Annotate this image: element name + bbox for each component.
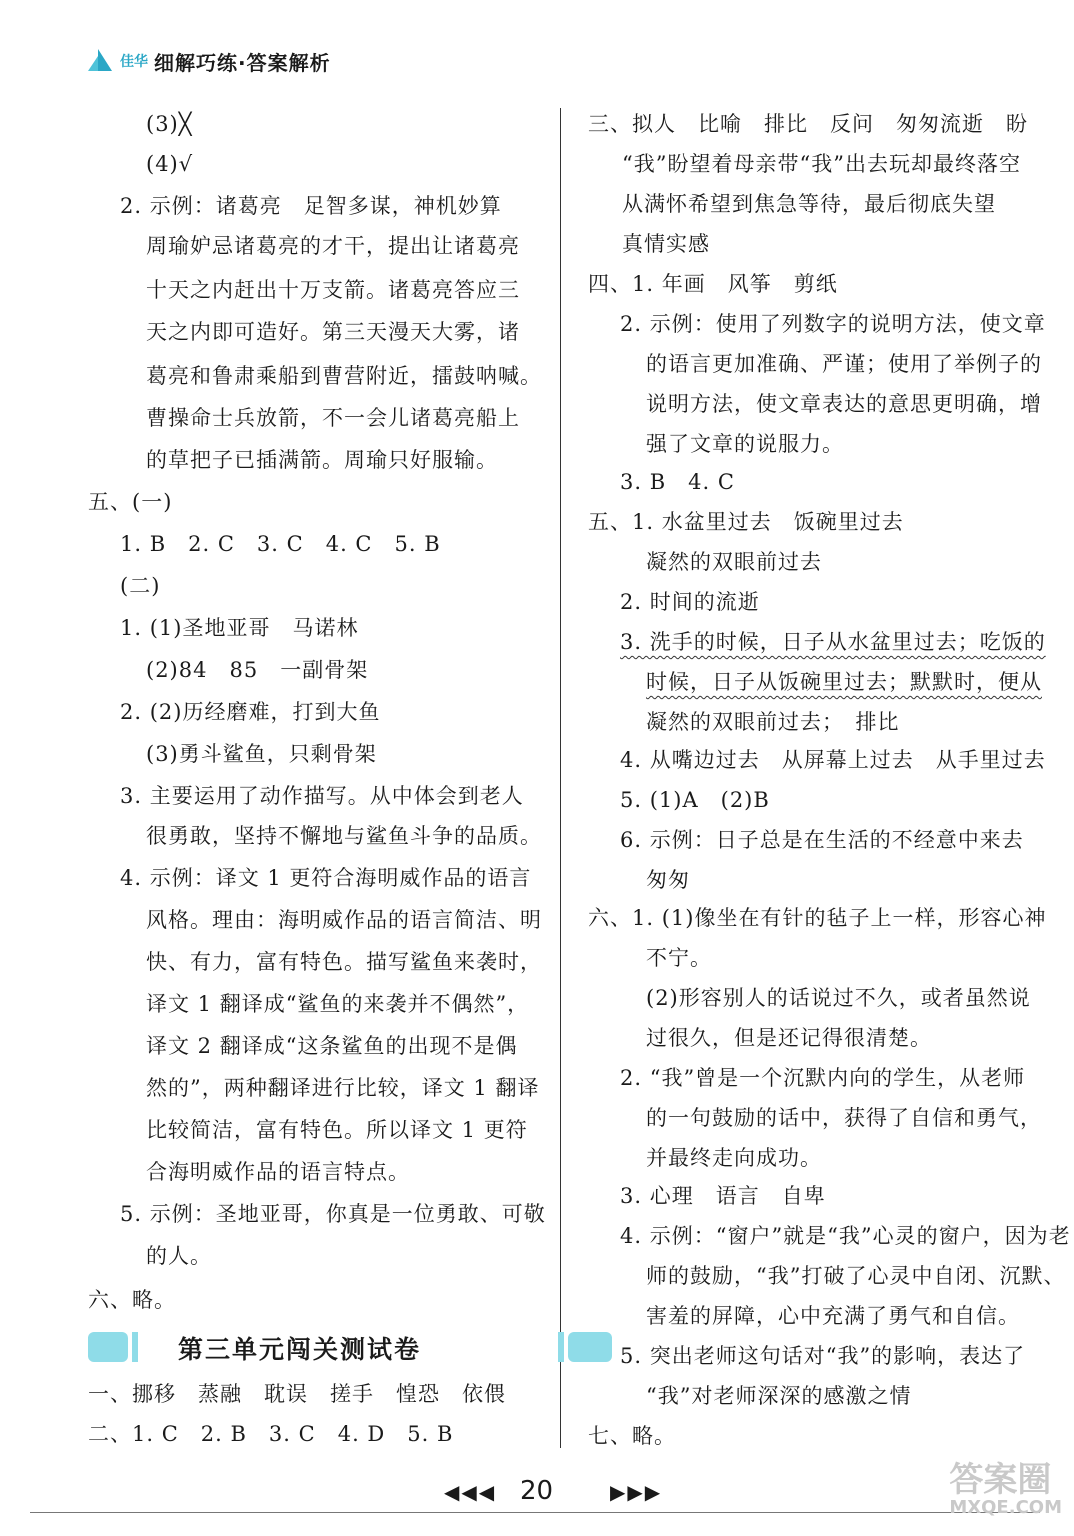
section-heading: 七、略。 <box>588 1424 676 1448</box>
answer-line: (2)84 85 一副骨架 <box>146 658 369 682</box>
answer-line: 2. (2)历经磨难，打到大鱼 <box>120 700 381 724</box>
answer-line: 2. 示例：使用了列数字的说明方法，使文章 <box>620 312 1046 336</box>
answer-line: 不宁。 <box>646 946 712 970</box>
answer-line: (4)√ <box>146 152 194 176</box>
answer-line: 1. (1)圣地亚哥 马诺林 <box>120 616 359 640</box>
answer-line: 然的”，两种翻译进行比较，译文 1 翻译 <box>146 1076 540 1100</box>
answer-line: 周瑜妒忌诸葛亮的才干，提出让诸葛亮 <box>146 234 520 258</box>
answer-line: 2. “我”曾是一个沉默内向的学生，从老师 <box>620 1066 1026 1090</box>
answer-line: 过很久，但是还记得很清楚。 <box>646 1026 932 1050</box>
answer-line: 4. 示例：译文 1 更符合海明威作品的语言 <box>120 866 532 890</box>
answer-line: 合海明威作品的语言特点。 <box>146 1160 410 1184</box>
page-number: 20 <box>520 1476 554 1506</box>
answer-line: 风格。理由：海明威作品的语言简洁、明 <box>146 908 542 932</box>
column-divider <box>560 108 561 1448</box>
answer-line: 凝然的双眼前过去 <box>646 550 822 574</box>
answer-line: 快、有力，富有特色。描写鲨鱼来袭时， <box>146 950 542 974</box>
answer-line: 3. 主要运用了动作描写。从中体会到老人 <box>120 784 524 808</box>
answer-line: 译文 2 翻译成“这条鲨鱼的出现不是偶 <box>146 1034 518 1058</box>
series-title: 细解巧练·答案解析 <box>154 50 331 75</box>
answer-line: 三、拟人 比喻 排比 反问 匆匆流逝 盼 <box>588 112 1028 136</box>
answer-line: 师的鼓励，“我”打破了心灵中自闭、沉默、 <box>646 1264 1066 1288</box>
answer-line: 5. 示例：圣地亚哥，你真是一位勇敢、可敬 <box>120 1202 546 1226</box>
answer-line: 说明方法，使文章表达的意思更明确，增 <box>646 392 1042 416</box>
banner-title: 第三单元闯关测试卷 <box>178 1335 422 1364</box>
answer-line: (3)勇斗鲨鱼，只剩骨架 <box>146 742 377 766</box>
answer-line: 的语言更加准确、严谨；使用了举例子的 <box>646 352 1042 376</box>
next-arrows-icon: ▶▶▶ <box>610 1480 663 1504</box>
answer-line: 凝然的双眼前过去； 排比 <box>646 710 900 734</box>
answer-line: 强了文章的说服力。 <box>646 432 844 456</box>
brand-logo-icon <box>88 49 114 73</box>
answer-line: 译文 1 翻译成“鲨鱼的来袭并不偶然”， <box>146 992 530 1016</box>
section-banner <box>88 1328 528 1366</box>
answer-line: 2. 示例：诸葛亮 足智多谋，神机妙算 <box>120 194 502 218</box>
answer-line: 并最终走向成功。 <box>646 1146 822 1170</box>
answer-line: 四、1. 年画 风筝 剪纸 <box>588 272 838 296</box>
answer-line: 很勇敢，坚持不懈地与鲨鱼斗争的品质。 <box>146 824 542 848</box>
page-header <box>88 46 331 76</box>
answer-line: 4. 从嘴边过去 从屏幕上过去 从手里过去 <box>620 748 1046 772</box>
answer-line: 六、1. (1)像坐在有针的毡子上一样，形容心神 <box>588 906 1047 930</box>
answer-line: (2)形容别人的话说过不久，或者虽然说 <box>646 986 1031 1010</box>
answer-line: 的草把子已插满箭。周瑜只好服输。 <box>146 448 498 472</box>
answer-line: “我”盼望着母亲带“我”出去玩却最终落空 <box>622 152 1021 176</box>
answer-line: (二) <box>120 574 161 598</box>
answer-line: “我”对老师深深的感激之情 <box>646 1384 912 1408</box>
answer-line: 害羞的屏障，心中充满了勇气和自信。 <box>646 1304 1020 1328</box>
answer-line: 6. 示例：日子总是在生活的不经意中来去 <box>620 828 1024 852</box>
answer-line: 2. 时间的流逝 <box>620 590 760 614</box>
answer-line: 4. 示例：“窗户”就是“我”心灵的窗户，因为老 <box>620 1224 1071 1248</box>
answer-line: 3. B 4. C <box>620 470 735 494</box>
answer-line: 5. (1)A (2)B <box>620 788 770 812</box>
answer-line: 天之内即可造好。第三天漫天大雾，诸 <box>146 320 520 344</box>
footer-rule <box>30 1512 1040 1513</box>
answer-line: 5. 突出老师这句话对“我”的影响，表达了 <box>620 1344 1026 1368</box>
watermark: 答案圈 MXQE.COM <box>949 1460 1062 1518</box>
brand-name: 佳华 <box>120 54 148 70</box>
answer-line: 的一句鼓励的话中，获得了自信和勇气， <box>646 1106 1042 1130</box>
section-heading: 五、(一) <box>88 490 173 514</box>
answer-line: 的人。 <box>146 1244 212 1268</box>
answer-line: 五、1. 水盆里过去 饭碗里过去 <box>588 510 904 534</box>
answer-line: 3. 心理 语言 自卑 <box>620 1184 826 1208</box>
answer-line: 十天之内赶出十万支箭。诸葛亮答应三 <box>146 278 520 302</box>
answer-line: 一、挪移 蒸融 耽误 搓手 惶恐 依偎 <box>88 1382 506 1406</box>
answer-line: 葛亮和鲁肃乘船到曹营附近，擂鼓呐喊。 <box>146 364 542 388</box>
section-heading: 六、略。 <box>88 1288 176 1312</box>
answer-line: 从满怀希望到焦急等待，最后彻底失望 <box>622 192 996 216</box>
answer-line: 比较简洁，富有特色。所以译文 1 更符 <box>146 1118 528 1142</box>
answer-line: (3)╳ <box>146 112 193 136</box>
prev-arrows-icon: ◀◀◀ <box>444 1480 497 1504</box>
answer-line: 真情实感 <box>622 232 710 256</box>
answer-line: 匆匆 <box>646 868 690 892</box>
underlined-answer-line: 时候，日子从饭碗里过去；默默时，便从 <box>646 670 1042 694</box>
answer-line: 曹操命士兵放箭，不一会儿诸葛亮船上 <box>146 406 520 430</box>
answer-line: 二、1. C 2. B 3. C 4. D 5. B <box>88 1422 454 1446</box>
underlined-answer-line: 3. 洗手的时候，日子从水盆里过去；吃饭的 <box>620 630 1046 654</box>
answer-line: 1. B 2. C 3. C 4. C 5. B <box>120 532 441 556</box>
